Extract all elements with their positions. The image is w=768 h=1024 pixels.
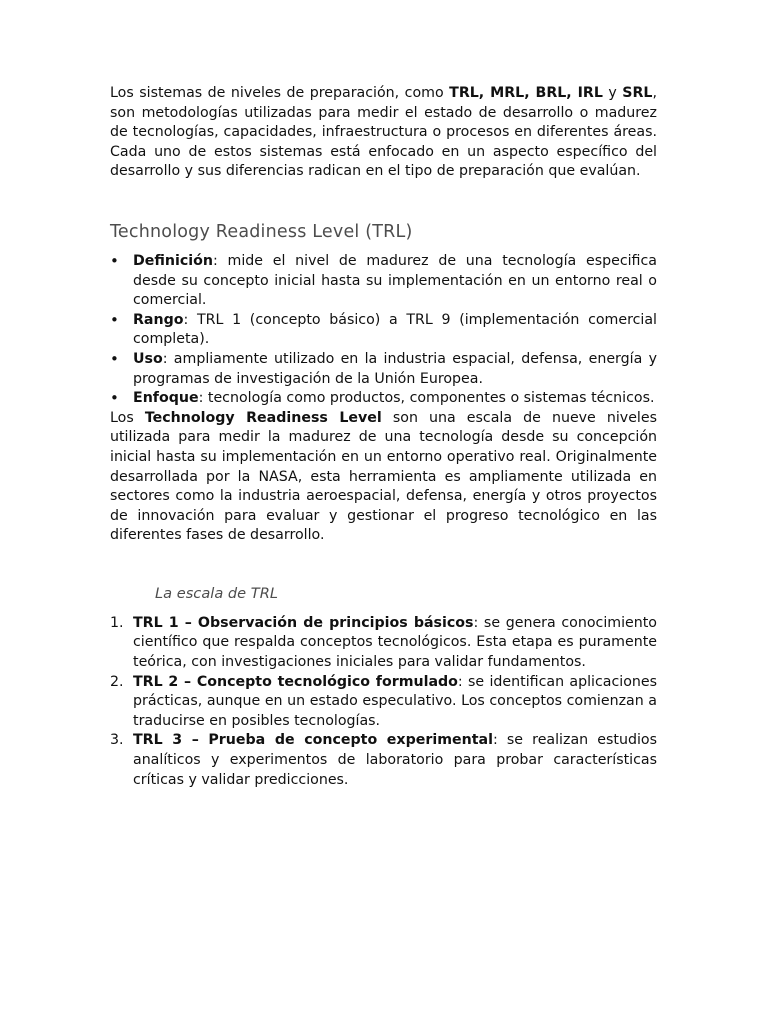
intro-bold-systems: TRL, MRL, BRL, IRL [449, 85, 603, 101]
list-number: 1. [110, 614, 124, 631]
list-item-text: : se genera conocimiento científico que respalda conceptos tecnológicos. Esta etapa es puramente teórica, con investigaciones iniciales para validar fundamentos. [133, 614, 657, 671]
trl-description-paragraph [110, 409, 657, 546]
list-item-text: : ampliamente utilizado en la industria espacial, defensa, energía y programas de investigación de la Unión Europea. [133, 350, 657, 387]
list-item-text: : se realizan estudios analíticos y experimentos de laboratorio para probar características críticas y validar predicciones. [133, 732, 657, 788]
list-number: 3. [110, 732, 124, 749]
list-number: 2. [110, 673, 124, 690]
para2-bold-term: Technology Readiness Level [144, 409, 382, 426]
list-item-text: : tecnología como productos, componentes o sistemas técnicos. [198, 390, 655, 407]
bullet-marker: • [110, 310, 119, 329]
para2-text-2: son una escala de nueve niveles utilizada para medir la madurez de una tecnología desde su concepción inicial hasta su implementación en un entorno operativo real. Originalmente desarrollada por la NASA, esta herramienta es ampliamente utilizada en sectores como la industria aeroespacial, defensa, energía y otros proyectos de innovación para evaluar y gestionar el progreso tecnológico en las diferentes fases de desarrollo. [110, 409, 657, 544]
list-item-term: TRL 1 – Observación de principios básicos [133, 614, 474, 631]
intro-paragraph [110, 84, 657, 182]
document-page [110, 84, 657, 790]
bullet-marker: • [110, 349, 119, 368]
intro-text-2: y [602, 85, 623, 101]
trl-scale-list [110, 614, 657, 790]
trl-summary-list [110, 252, 657, 409]
list-item-trl-3 [110, 731, 657, 790]
para2-text-1: Los [110, 409, 145, 426]
list-item-trl-2 [110, 673, 657, 732]
list-item-definicion [110, 252, 657, 311]
list-item-term: Enfoque [133, 390, 199, 407]
intro-text-1: Los sistemas de niveles de preparación, como [110, 85, 450, 101]
list-item-rango [110, 311, 657, 350]
subsection-heading: La escala de TRL [155, 584, 278, 602]
bullet-marker: • [110, 389, 119, 408]
list-item-text: : se identifican aplicaciones prácticas, aunque en un estado especulativo. Los conceptos comienzan a traducirse en posibles tecnologías. [133, 673, 657, 729]
list-item-text: : TRL 1 (concepto básico) a TRL 9 (implementación comercial completa). [133, 311, 657, 348]
intro-text-3: , son metodologías utilizadas para medir el estado de desarrollo o madurez de tecnologías, capacidades, infraestructura o procesos en diferentes áreas. Cada uno de estos sistemas está enfocado en un aspecto específico del desarrollo y sus diferencias radican en el tipo de preparación que evalúan. [110, 85, 657, 180]
intro-bold-srl: SRL [622, 85, 653, 101]
section-heading: Technology Readiness Level (TRL) [110, 221, 413, 242]
bullet-marker: • [110, 251, 119, 270]
list-item-term: TRL 3 – Prueba de concepto experimental [133, 732, 493, 749]
list-item-trl-1 [110, 614, 657, 673]
list-item-uso [110, 350, 657, 389]
list-item-enfoque [110, 389, 657, 409]
list-item-term: TRL 2 – Concepto tecnológico formulado [133, 673, 458, 690]
list-item-term: Uso [133, 350, 163, 367]
list-item-text: : mide el nivel de madurez de una tecnología especifica desde su concepto inicial hasta su implementación en un entorno real o comercial. [133, 252, 657, 309]
list-item-term: Rango [133, 311, 184, 328]
list-item-term: Definición [133, 252, 213, 269]
